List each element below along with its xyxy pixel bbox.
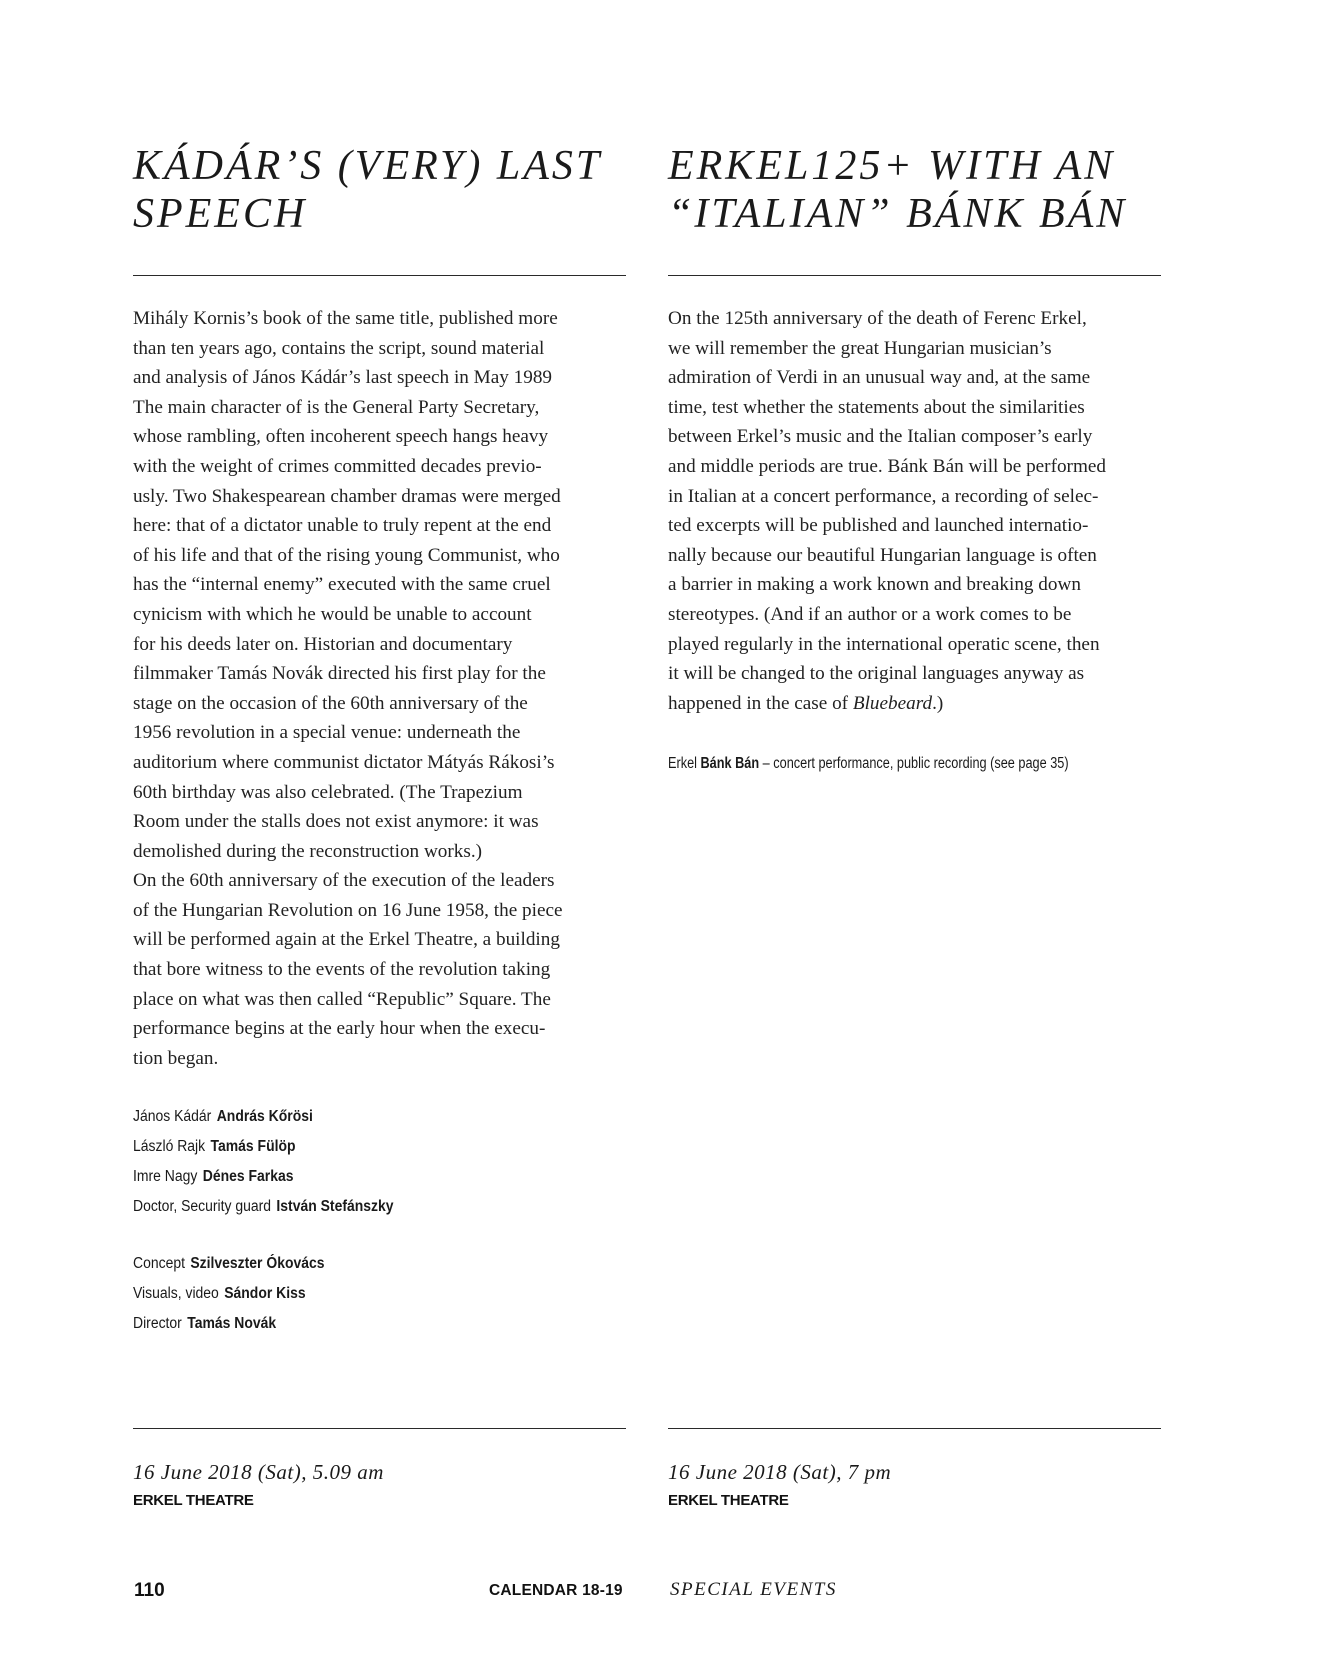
cast-row bbox=[133, 1102, 394, 1132]
note-composer: Erkel bbox=[668, 755, 697, 772]
credit-role: Concept bbox=[133, 1255, 185, 1272]
left-title-line-2: SPEECH bbox=[133, 191, 308, 237]
right-body-line: On the 125th anniversary of the death of Ferenc Erkel, bbox=[668, 308, 1087, 329]
left-body-line: whose rambling, often incoherent speech hangs heavy bbox=[133, 426, 549, 448]
left-body-line: cynicism with which he would be unable to account bbox=[133, 603, 532, 625]
left-body-line: On the 60th anniversary of the execution of the leaders bbox=[133, 870, 555, 892]
credit-role: Visuals, video bbox=[133, 1285, 219, 1302]
left-body-line: here: that of a dictator unable to truly repent at the end bbox=[133, 515, 552, 537]
right-body-last-text: happened in the case of bbox=[668, 692, 853, 714]
credit-role: Director bbox=[133, 1315, 182, 1332]
credit-name: Sándor Kiss bbox=[224, 1285, 306, 1302]
right-event-venue: ERKEL THEATRE bbox=[668, 1492, 789, 1509]
right-body-line: nally because our beautiful Hungarian language is often bbox=[668, 544, 1097, 566]
right-article-body bbox=[668, 304, 1168, 718]
left-body-line: for his deeds later on. Historian and documentary bbox=[133, 633, 513, 655]
left-body-line: The main character of is the General Party Secretary, bbox=[133, 396, 540, 418]
right-body-line: a barrier in making a work known and breaking down bbox=[668, 574, 1081, 596]
left-body-line: Mihály Kornis’s book of the same title, published more bbox=[133, 308, 558, 329]
cast-role: János Kádár bbox=[133, 1108, 212, 1125]
right-body-line: played regularly in the international operatic scene, then bbox=[668, 633, 1100, 655]
left-body-line: performance begins at the early hour when the execu- bbox=[133, 1018, 546, 1040]
left-article-title bbox=[133, 142, 633, 238]
section-name: SPECIAL EVENTS bbox=[670, 1579, 837, 1600]
note-work-title: Bánk Bán bbox=[700, 755, 760, 772]
cast-role: Doctor, Security guard bbox=[133, 1198, 272, 1215]
cast-row bbox=[133, 1162, 394, 1192]
right-article-title bbox=[668, 142, 1168, 238]
right-body-line: we will remember the great Hungarian musician’s bbox=[668, 337, 1052, 359]
cast-row bbox=[133, 1132, 394, 1162]
left-event-venue: ERKEL THEATRE bbox=[133, 1492, 254, 1509]
right-body-line bbox=[668, 689, 1168, 719]
publication-name: CALENDAR 18-19 bbox=[489, 1582, 623, 1599]
left-body-line: demolished during the reconstruction works.) bbox=[133, 840, 483, 862]
credit-row bbox=[133, 1249, 325, 1279]
right-title-line-2: “ITALIAN” BÁNK BÁN bbox=[668, 191, 1128, 237]
right-body-line: in Italian at a concert performance, a recording of selec- bbox=[668, 485, 1099, 507]
right-body-line: admiration of Verdi in an unusual way and, at the same bbox=[668, 367, 1091, 389]
left-credits-list bbox=[133, 1249, 325, 1339]
left-body-line: and analysis of János Kádár’s last speech in May 1989 bbox=[133, 367, 553, 389]
right-body-line: it will be changed to the original languages anyway as bbox=[668, 663, 1085, 685]
right-bottom-rule bbox=[668, 1428, 1161, 1429]
cast-name: András Kőrösi bbox=[216, 1108, 313, 1125]
credit-row bbox=[133, 1309, 325, 1339]
credit-name: Tamás Novák bbox=[187, 1315, 277, 1332]
right-body-line: ted excerpts will be published and launched internatio- bbox=[668, 515, 1089, 537]
right-title-line-1: ERKEL125+ WITH AN bbox=[668, 143, 1116, 189]
left-body-line: has the “internal enemy” executed with the same cruel bbox=[133, 574, 551, 596]
bluebeard-title: Bluebeard bbox=[852, 692, 933, 714]
cast-name: Tamás Fülöp bbox=[210, 1138, 296, 1155]
cast-role: Imre Nagy bbox=[133, 1168, 198, 1185]
right-event-date: 16 June 2018 (Sat), 7 pm bbox=[668, 1460, 892, 1484]
left-body-line: of the Hungarian Revolution on 16 June 1958, the piece bbox=[133, 899, 563, 921]
note-details: – concert performance, public recording (see page 35) bbox=[762, 755, 1069, 772]
left-body-line: that bore witness to the events of the revolution taking bbox=[133, 959, 551, 981]
left-cast-list bbox=[133, 1102, 394, 1222]
left-body-line: 1956 revolution in a special venue: underneath the bbox=[133, 722, 521, 744]
left-bottom-rule bbox=[133, 1428, 626, 1429]
left-body-line: stage on the occasion of the 60th anniversary of the bbox=[133, 692, 528, 714]
left-body-line: of his life and that of the rising young Communist, who bbox=[133, 544, 560, 566]
left-article-body bbox=[133, 304, 633, 1073]
right-body-line: stereotypes. (And if an author or a work comes to be bbox=[668, 603, 1072, 625]
left-body-line: filmmaker Tamás Novák directed his first play for the bbox=[133, 663, 546, 685]
cast-row bbox=[133, 1192, 394, 1222]
credit-name: Szilveszter Ókovács bbox=[190, 1255, 325, 1272]
left-body-line: tion began. bbox=[133, 1047, 219, 1069]
left-title-line-1: KÁDÁR’S (VERY) LAST bbox=[133, 143, 603, 189]
right-body-line: and middle periods are true. Bánk Bán will be performed bbox=[668, 455, 1106, 477]
left-body-line: 60th birthday was also celebrated. (The Trapezium bbox=[133, 781, 523, 803]
right-body-line: between Erkel’s music and the Italian composer’s early bbox=[668, 426, 1093, 448]
left-event-date: 16 June 2018 (Sat), 5.09 am bbox=[133, 1460, 384, 1484]
left-body-line: place on what was then called “Republic” Square. The bbox=[133, 988, 551, 1010]
cast-name: Dénes Farkas bbox=[202, 1168, 294, 1185]
left-body-line: Room under the stalls does not exist anymore: it was bbox=[133, 811, 539, 833]
credit-row bbox=[133, 1279, 325, 1309]
left-body-line: with the weight of crimes committed decades previo- bbox=[133, 455, 542, 477]
right-performance-note bbox=[668, 753, 1069, 775]
page-number: 110 bbox=[134, 1580, 165, 1601]
left-body-line: than ten years ago, contains the script, sound material bbox=[133, 337, 545, 359]
right-body-line: time, test whether the statements about the similarities bbox=[668, 396, 1085, 418]
cast-name: István Stefánszky bbox=[276, 1198, 394, 1215]
cast-role: László Rajk bbox=[133, 1138, 206, 1155]
right-body-last-suffix: .) bbox=[932, 692, 944, 714]
right-title-rule bbox=[668, 275, 1161, 276]
left-body-line: auditorium where communist dictator Mátyás Rákosi’s bbox=[133, 751, 555, 773]
left-body-line: usly. Two Shakespearean chamber dramas were merged bbox=[133, 485, 561, 507]
left-body-line: will be performed again at the Erkel Theatre, a building bbox=[133, 929, 560, 951]
left-title-rule bbox=[133, 275, 626, 276]
